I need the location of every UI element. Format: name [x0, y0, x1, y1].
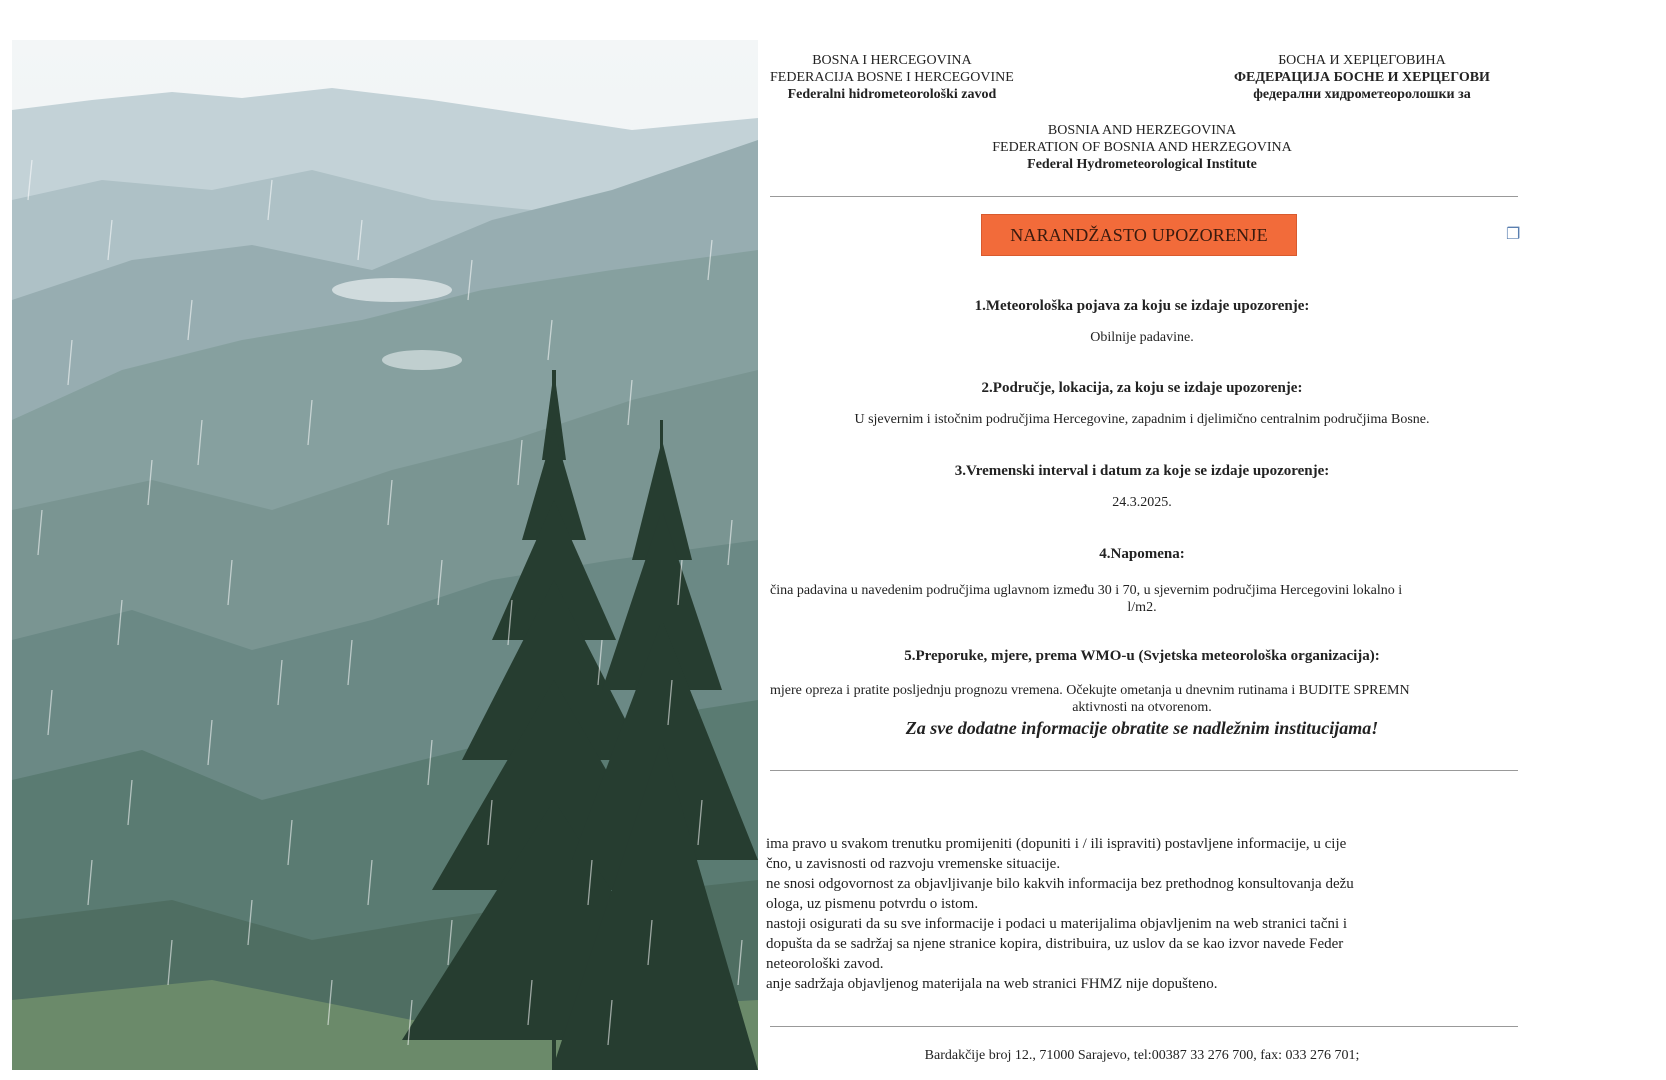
orange-warning-badge: NARANDŽASTO UPOZORENJE — [981, 214, 1297, 256]
header-cyrillic — [1234, 52, 1490, 103]
footer-address: Bardakčije broj 12., 71000 Sarajevo, tel:00387 33 276 700, fax: 033 276 701; — [924, 1048, 1360, 1063]
header-federation-english: FEDERATION OF BOSNIA AND HERZEGOVINA — [992, 140, 1292, 155]
header-country-cyrillic: БОСНА И ХЕРЦЕГОВИНА — [1278, 53, 1446, 68]
closing-note: Za sve dodatne informacije obratite se nadležnim institucijama! — [905, 718, 1379, 738]
section-5-body: mjere opreza i pratite posljednju prognozu vremena. Očekujte ometanja u dnevnim rutinama i BUDITE SPREMN — [770, 683, 1410, 698]
header-country-english: BOSNIA AND HERZEGOVINA — [1047, 123, 1237, 138]
document-icon: ❐ — [1506, 226, 1521, 243]
section-4-title: 4.Napomena: — [1099, 546, 1185, 562]
section-5-title: 5.Preporuke, mjere, prema WMO-u (Svjetska meteorološka organizacija): — [904, 648, 1380, 664]
disclaimer-line: ima pravo u svakom trenutku promijeniti (dopuniti i / ili ispraviti) postavljene informacije, u cije — [766, 836, 1347, 852]
disclaimer-line: ne snosi odgovornost za objavljivanje bilo kakvih informacija bez prethodnog konsultovanja dežu — [766, 876, 1354, 892]
section-3-title: 3.Vremenski interval i datum za koje se izdaje upozorenje: — [954, 463, 1330, 479]
header-english — [766, 122, 1518, 173]
header-divider — [770, 196, 1518, 197]
disclaimer-line: nastoji osigurati da su sve informacije i podaci u materijalima objavljenim na web stranici tačni i — [766, 916, 1348, 932]
header-institute-english: Federal Hydrometeorological Institute — [1027, 157, 1257, 172]
disclaimer-line: ologa, uz pismenu potvrdu o istom. — [766, 896, 979, 912]
header-latin — [770, 52, 1014, 103]
header-institute: Federalni hidrometeorološki zavod — [787, 87, 997, 102]
section-2-title: 2.Područje, lokacija, za koju se izdaje upozorenje: — [981, 380, 1303, 396]
footer-divider — [770, 1026, 1518, 1027]
header-country: BOSNA I HERCEGOVINA — [812, 53, 972, 68]
header-institute-cyrillic: федерални хидрометеоролошки за — [1253, 87, 1471, 102]
section-1-title: 1.Meteorološka pojava za koju se izdaje upozorenje: — [974, 298, 1310, 314]
body-divider — [770, 770, 1518, 771]
disclaimer-line: anje sadržaja objavljenog materijala na web stranici FHMZ nije dopušteno. — [766, 976, 1218, 992]
section-2-body: U sjevernim i istočnim područjima Hercegovine, zapadnim i djelimično centralnim područjima Bosne. — [854, 412, 1430, 427]
rain-mountain-illustration — [12, 40, 758, 1070]
rain-mountain-photo — [12, 40, 758, 1070]
section-4-body-cont: l/m2. — [1127, 600, 1157, 615]
disclaimer-line: čno, u zavisnosti od razvoju vremenske situacije. — [766, 856, 1061, 872]
section-4-body: čina padavina u navedenim područjima uglavnom između 30 i 70, u sjevernim područjima Hercegovini lokalno i — [770, 583, 1403, 598]
section-3-body: 24.3.2025. — [1112, 495, 1172, 510]
disclaimer-line: neteorološki zavod. — [766, 956, 884, 972]
weather-warning-document — [766, 40, 1521, 1070]
header-federation: FEDERACIJA BOSNE I HERCEGOVINE — [770, 70, 1014, 85]
section-5-body-cont: aktivnosti na otvorenom. — [1072, 700, 1212, 715]
section-1-body: Obilnije padavine. — [1090, 330, 1194, 345]
disclaimer-block — [766, 834, 1666, 994]
disclaimer-line: dopušta da se sadržaj sa njene stranice kopira, distribuira, uz uslov da se kao izvor navede Feder — [766, 936, 1344, 952]
header-federation-cyrillic: ФЕДЕРАЦИЈА БОСНЕ И ХЕРЦЕГОВИ — [1234, 70, 1490, 85]
